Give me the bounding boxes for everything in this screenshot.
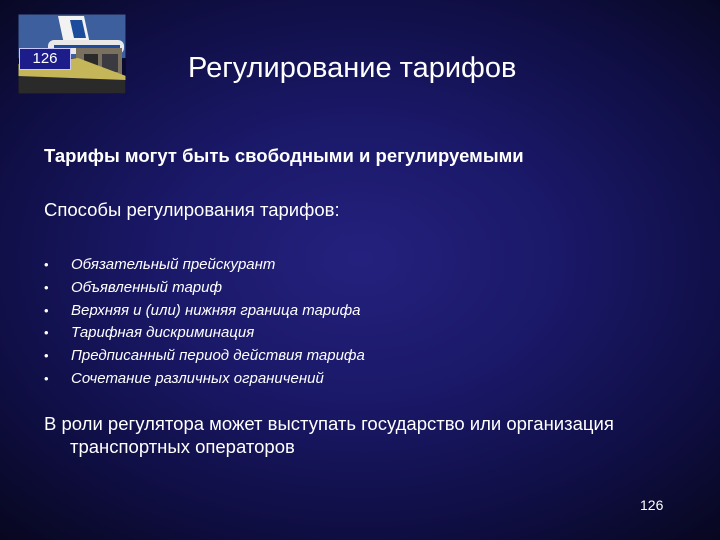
bullet-icon: •: [44, 279, 49, 295]
bullet-icon: •: [44, 302, 49, 318]
bullet-icon: •: [44, 257, 49, 272]
list-item-text: Сочетание различных ограничений: [71, 369, 324, 387]
list-item-text: Тарифная дискриминация: [71, 324, 255, 342]
page-number: 126: [640, 497, 664, 513]
list-item-text: Обязательный прейскурант: [71, 256, 276, 273]
slide-title: Регулирование тарифов: [188, 52, 517, 84]
list-item-text: Верхняя и (или) нижняя граница тарифа: [71, 301, 361, 319]
bullet-icon: •: [44, 348, 49, 364]
subtitle-text: Тарифы могут быть свободными и регулируемыми: [44, 145, 524, 166]
bullet-icon: •: [44, 370, 49, 386]
list-item-text: Объявленный тариф: [71, 278, 223, 296]
regulator-statement-line2: транспортных операторов: [70, 436, 295, 457]
methods-heading: Способы регулирования тарифов:: [44, 199, 340, 220]
regulator-statement-line1: В роли регулятора может выступать государство или организация: [44, 413, 614, 434]
list-item-text: Предписанный период действия тарифа: [71, 347, 365, 365]
slide-number-badge: 126: [19, 48, 71, 70]
bullet-icon: •: [44, 325, 49, 341]
regulator-statement: [44, 412, 704, 458]
